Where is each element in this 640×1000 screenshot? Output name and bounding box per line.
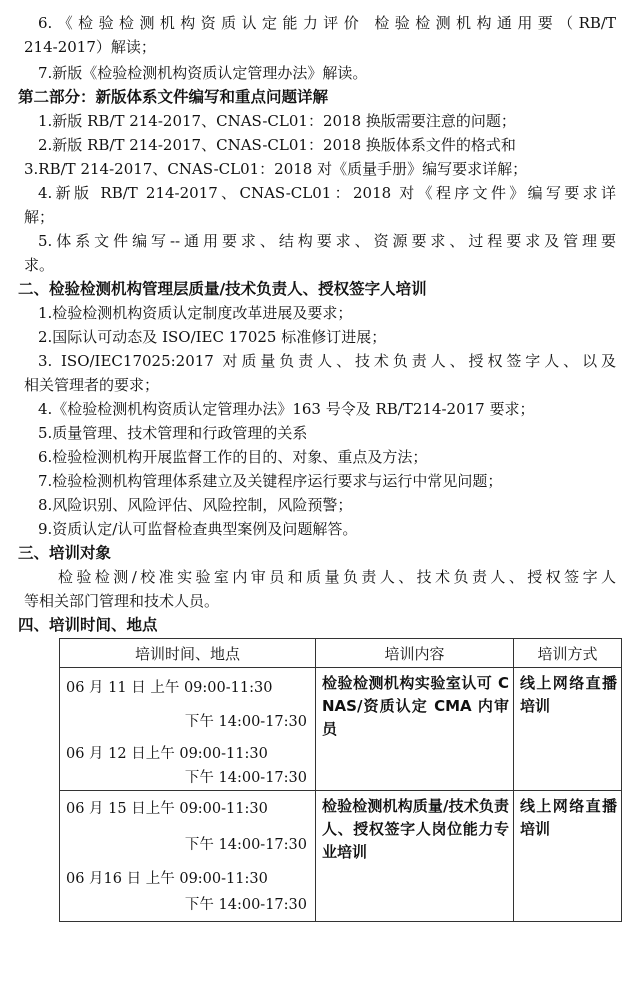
part2-item-2: 2.新版 RB/T 214-2017、CNAS-CL01：2018 换版体系文件的格式和 <box>38 136 516 154</box>
header-content: 培训内容 <box>316 639 514 668</box>
table-row <box>60 791 622 922</box>
part2-item-5-line2: 求。 <box>24 256 55 274</box>
row2-method-cell <box>514 791 622 922</box>
row1-time-line2: 下午 14:00-17:30 <box>184 714 307 730</box>
header-time-place: 培训时间、地点 <box>60 639 316 668</box>
row1-content: 检验检测机构实验室认可 CNAS/资质认定 CMA 内审员 <box>322 674 509 738</box>
row2-method: 线上网络直播培训 <box>520 797 617 838</box>
row1-method-cell <box>514 668 622 791</box>
row2-time-line2: 下午 14:00-17:30 <box>184 837 307 853</box>
section2-item-3-line2: 相关管理者的要求； <box>24 376 160 394</box>
row2-time-line4: 下午 14:00-17:30 <box>184 897 307 913</box>
section2-item-3-line1: 3. ISO/IEC17025:2017 对质量负责人、技术负责人、授权签字人、以及 <box>38 352 616 370</box>
row2-time-cell <box>60 791 316 922</box>
section2-item-4: 4.《检验检测机构资质认定管理办法》163 号令及 RB/T214-2017 要求； <box>38 400 535 418</box>
part2-item-4-line2: 解； <box>24 208 55 226</box>
section2-item-1: 1.检验检测机构资质认定制度改革进展及要求； <box>38 304 353 322</box>
section4-heading: 四、培训时间、地点 <box>18 616 158 634</box>
row1-time-line4: 下午 14:00-17:30 <box>184 770 307 786</box>
section2-item-8: 8.风险识别、风险评估、风险控制，风险预警； <box>38 496 353 514</box>
section2-item-9: 9.资质认定/认可监督检查典型案例及问题解答。 <box>38 520 358 538</box>
part2-item-3: 3.RB/T 214-2017、CNAS-CL01：2018 对《质量手册》编写要求详解； <box>24 160 528 178</box>
section2-item-7: 7.检验检测机构管理体系建立及关键程序运行要求与运行中常见问题； <box>38 472 503 490</box>
row1-time-cell <box>60 668 316 791</box>
row1-method: 线上网络直播培训 <box>520 674 617 715</box>
section3-line2: 等相关部门管理和技术人员。 <box>24 592 220 610</box>
schedule-table <box>59 638 622 922</box>
part1-item6-line2: 214-2017）解读； <box>24 38 156 56</box>
row2-time-line1: 06 月 15 日上午 09:00-11:30 <box>66 801 268 817</box>
table-row <box>60 668 622 791</box>
part1-item6-line1: 6.《检验检测机构资质认定能力评价 检验检测机构通用要（RB/T <box>38 14 616 32</box>
part2-item-4-line1: 4.新版 RB/T 214-2017、CNAS-CL01：2018 对《程序文件》编写要求详 <box>38 184 616 202</box>
part2-heading: 第二部分：新版体系文件编写和重点问题详解 <box>18 88 329 106</box>
section3-heading: 三、培训对象 <box>18 544 112 562</box>
row1-time-line3: 06 月 12 日上午 09:00-11:30 <box>66 746 268 762</box>
row2-content-cell <box>316 791 514 922</box>
header-method: 培训方式 <box>514 639 622 668</box>
section3-line1: 检验检测/校准实验室内审员和质量负责人、技术负责人、授权签字人 <box>58 568 616 586</box>
section2-item-6: 6.检验检测机构开展监督工作的目的、对象、重点及方法； <box>38 448 428 466</box>
part1-item7: 7.新版《检验检测机构资质认定管理办法》解读。 <box>38 64 368 82</box>
part2-item-1: 1.新版 RB/T 214-2017、CNAS-CL01：2018 换版需要注意的问题； <box>38 112 516 130</box>
row2-content: 检验检测机构质量/技术负责人、授权签字人岗位能力专业培训 <box>322 797 509 861</box>
row1-content-cell <box>316 668 514 791</box>
section2-item-2: 2.国际认可动态及 ISO/IEC 17025 标准修订进展； <box>38 328 387 346</box>
row1-time-line1: 06 月 11 日 上午 09:00-11:30 <box>66 680 273 696</box>
part2-item-5-line1: 5.体系文件编写--通用要求、结构要求、资源要求、过程要求及管理要 <box>38 232 616 250</box>
section2-item-5: 5.质量管理、技术管理和行政管理的关系 <box>38 424 308 442</box>
section2-heading: 二、检验检测机构管理层质量/技术负责人、授权签字人培训 <box>18 280 427 298</box>
schedule-header-row <box>60 639 622 668</box>
row2-time-line3: 06 月16 日 上午 09:00-11:30 <box>66 871 268 887</box>
